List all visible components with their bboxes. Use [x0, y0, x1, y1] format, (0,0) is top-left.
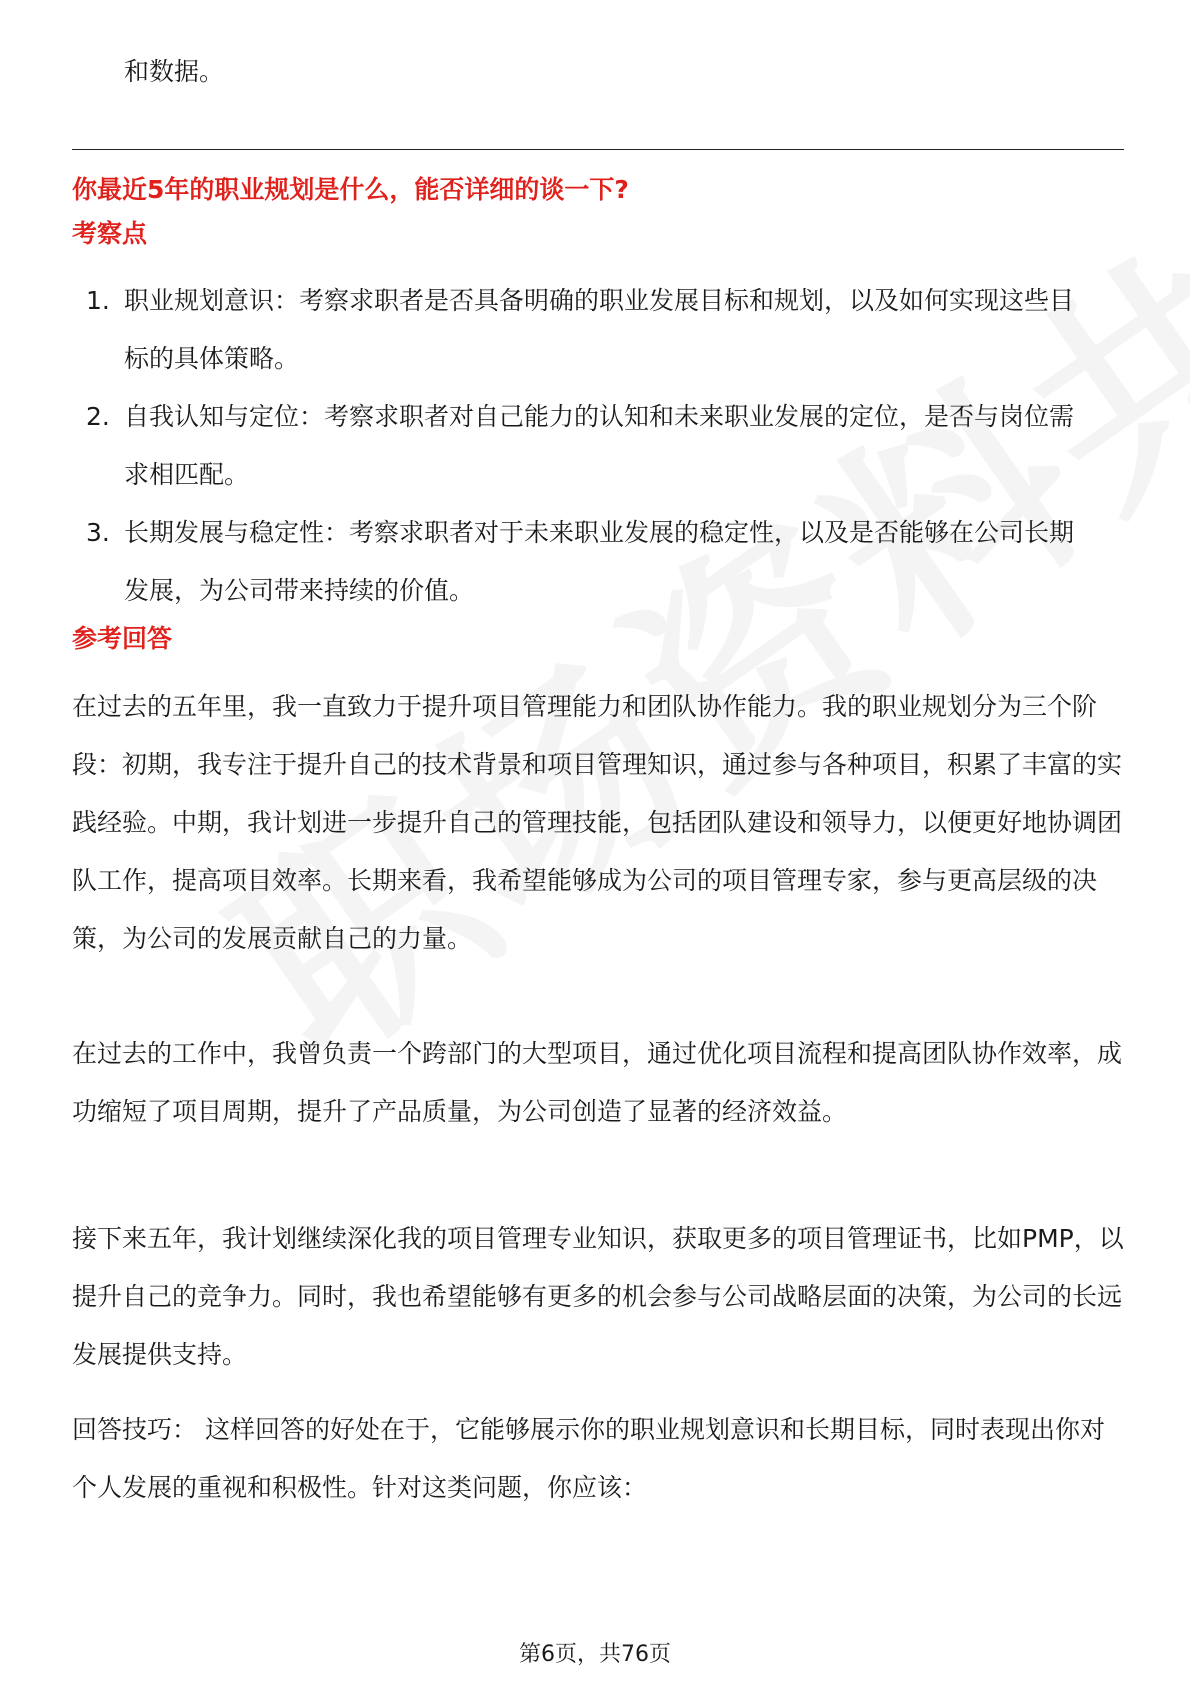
focus-list [72, 272, 1124, 620]
list-item-text: 长期发展与稳定性：考察求职者对于未来职业发展的稳定性，以及是否能够在公司长期发展，为公司带来持续的价值。 [124, 518, 1075, 605]
carryover-text: 和数据。 [124, 57, 225, 86]
page-footer: 第6页，共76页 [519, 1642, 671, 1667]
answer-paragraph: 在过去的工作中，我曾负责一个跨部门的大型项目，通过优化项目流程和提高团队协作效率，成功缩短了项目周期，提升了产品质量，为公司创造了显著的经济效益。 [72, 1039, 1123, 1126]
question-title: 你最近5年的职业规划是什么，能否详细的谈一下? [72, 175, 629, 204]
focus-heading: 考察点 [72, 219, 148, 248]
answer-paragraph: 在过去的五年里，我一直致力于提升项目管理能力和团队协作能力。我的职业规划分为三个阶段：初期，我专注于提升自己的技术背景和项目管理知识，通过参与各种项目，积累了丰富的实践经验。中期，我计划进一步提升自己的管理技能，包括团队建设和领导力，以便更好地协调团队工作，提高项目效率。长期来看，我希望能够成为公司的项目管理专家，参与更高层级的决策，为公司的发展贡献自己的力量。 [72, 692, 1123, 953]
list-item-text: 自我认知与定位：考察求职者对自己能力的认知和未来职业发展的定位，是否与岗位需求相匹配。 [124, 402, 1075, 489]
list-item-number: 1. [86, 286, 110, 315]
list-item-number: 2. [86, 402, 110, 431]
list-item-text: 职业规划意识：考察求职者是否具备明确的职业发展目标和规划，以及如何实现这些目标的具体策略。 [124, 286, 1075, 373]
section-divider [72, 149, 1124, 150]
list-item [72, 504, 1124, 620]
answer-paragraph: 接下来五年，我计划继续深化我的项目管理专业知识，获取更多的项目管理证书，比如PMP，以提升自己的竞争力。同时，我也希望能够有更多的机会参与公司战略层面的决策，为公司的长远发展提供支持。 [72, 1224, 1124, 1369]
list-item [72, 388, 1124, 504]
answer-heading: 参考回答 [72, 624, 173, 653]
answer-tips-paragraph: 回答技巧： 这样回答的好处在于，它能够展示你的职业规划意识和长期目标，同时表现出你对个人发展的重视和积极性。针对这类问题，你应该： [72, 1415, 1105, 1502]
list-item-number: 3. [86, 518, 110, 547]
list-item [72, 272, 1124, 388]
